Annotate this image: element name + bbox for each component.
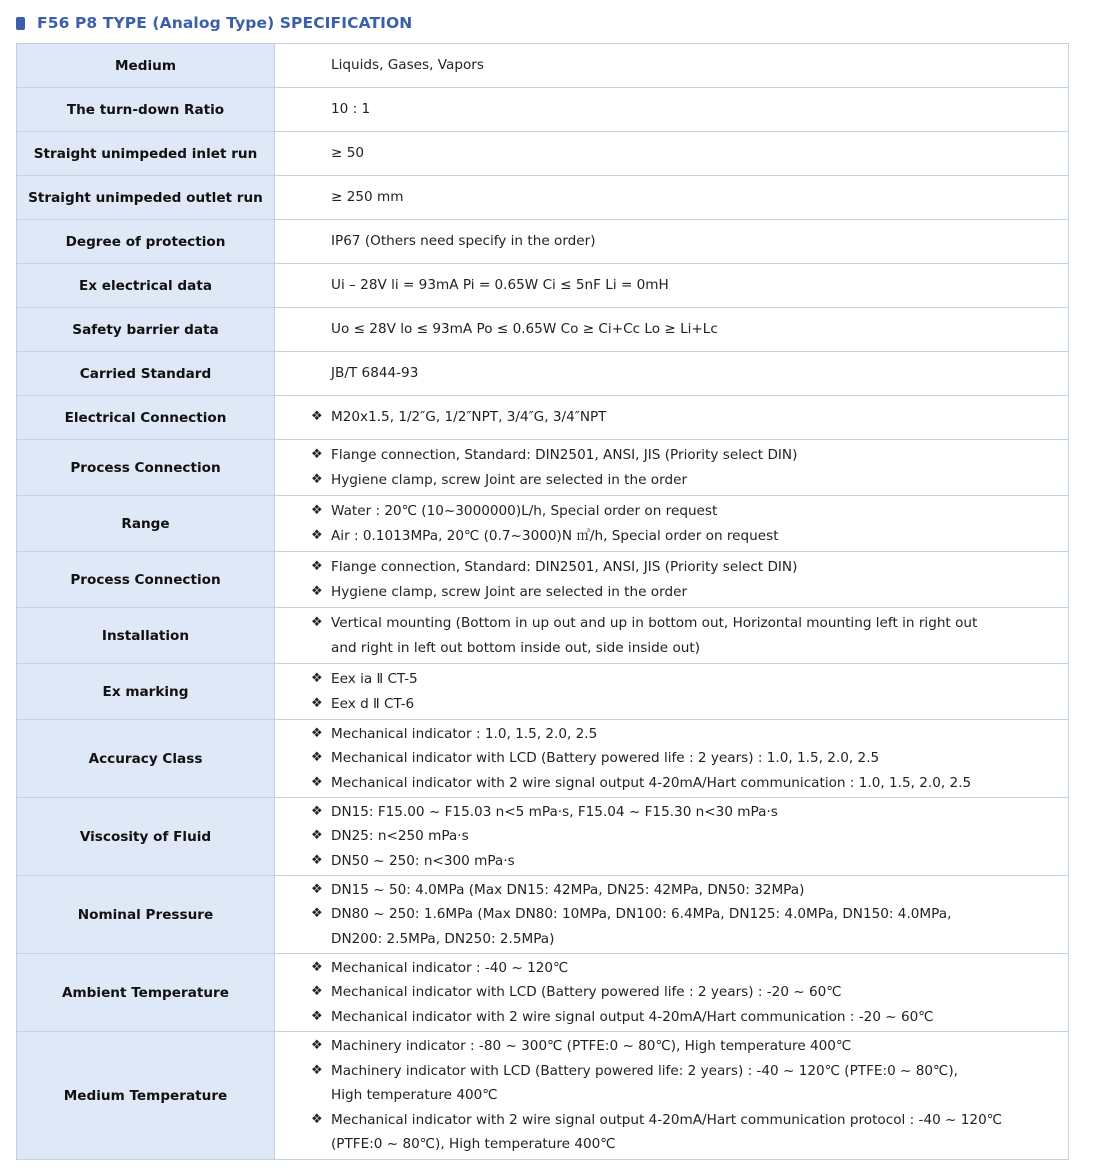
diamond-bullet-icon: ❖ [311,583,323,599]
spec-value-text: Machinery indicator with LCD (Battery powered life: 2 years) : -40 ~ 120℃ (PTFE:0 ~ 80℃), [331,1062,958,1079]
spec-label: Safety barrier data [17,308,275,352]
spec-value-line [311,800,1052,825]
spec-value-line [331,229,1052,254]
spec-value-text: DN15: F15.00 ~ F15.03 n<5 mPa·s, F15.04 ~ F15.30 n<30 mPa·s [331,803,778,820]
spec-row [17,496,1069,552]
spec-value-line [311,1005,1052,1030]
spec-value [275,44,1069,88]
diamond-bullet-icon: ❖ [311,750,323,766]
spec-value-text: IP67 (Others need specify in the order) [331,233,596,250]
spec-value-text: and right in left out bottom inside out, side inside out) [331,639,701,656]
spec-label: Medium Temperature [17,1032,275,1160]
spec-value-text: DN25: n<250 mPa·s [331,828,469,845]
spec-label: Electrical Connection [17,396,275,440]
spec-label: Installation [17,608,275,664]
spec-label: Range [17,496,275,552]
spec-row [17,264,1069,308]
spec-value-line [311,771,1052,796]
spec-row [17,352,1069,396]
spec-row [17,954,1069,1032]
spec-value [275,552,1069,608]
heading-marker-icon [16,17,25,30]
diamond-bullet-icon: ❖ [311,695,323,711]
diamond-bullet-icon: ❖ [311,984,323,1000]
spec-value [275,608,1069,664]
spec-row [17,308,1069,352]
diamond-bullet-icon: ❖ [311,1111,323,1127]
diamond-bullet-icon: ❖ [311,527,323,543]
spec-label: Ex marking [17,664,275,720]
spec-value [275,220,1069,264]
spec-value-text: Air : 0.1013MPa, 20℃ (0.7~3000)N ㎥/h, Special order on request [331,527,779,544]
spec-value-text: High temperature 400℃ [331,1087,498,1104]
spec-row [17,552,1069,608]
diamond-bullet-icon: ❖ [311,803,323,819]
spec-row [17,608,1069,664]
spec-value-text: DN200: 2.5MPa, DN250: 2.5MPa) [331,930,555,947]
spec-value-line [311,524,1052,549]
spec-value-line [331,185,1052,210]
spec-value-line [311,1059,1052,1084]
spec-value-line [331,141,1052,166]
spec-value-line [331,636,1052,661]
spec-value-line [311,980,1052,1005]
spec-table-body [17,44,1069,1160]
diamond-bullet-icon: ❖ [311,409,323,425]
spec-value-text: Mechanical indicator with 2 wire signal output 4-20mA/Hart communication : -20 ~ 60℃ [331,1008,934,1025]
spec-value-line [311,692,1052,717]
spec-value-text: Hygiene clamp, screw Joint are selected in the order [331,583,688,600]
spec-value-line [331,1083,1052,1108]
spec-value-line [311,1034,1052,1059]
spec-value-line [331,1132,1052,1157]
spec-row [17,440,1069,496]
spec-row [17,396,1069,440]
spec-label: The turn-down Ratio [17,88,275,132]
spec-value-text: Mechanical indicator : -40 ~ 120℃ [331,959,569,976]
diamond-bullet-icon: ❖ [311,881,323,897]
spec-value-text: Flange connection, Standard: DIN2501, ANSI, JIS (Priority select DIN) [331,559,798,575]
spec-value-text: Machinery indicator : -80 ~ 300℃ (PTFE:0 ~ 80℃), High temperature 400℃ [331,1038,852,1055]
spec-value [275,496,1069,552]
spec-value-text: Flange connection, Standard: DIN2501, ANSI, JIS (Priority select DIN) [331,447,798,463]
spec-value-text: ≥ 250 mm [331,189,404,206]
diamond-bullet-icon: ❖ [311,503,323,518]
spec-value [275,1032,1069,1160]
spec-value-text: Eex d Ⅱ CT-6 [331,695,415,712]
diamond-bullet-icon: ❖ [311,1008,323,1024]
spec-label: Process Connection [17,552,275,608]
diamond-bullet-icon: ❖ [311,559,323,574]
spec-value-line [331,97,1052,122]
spec-value-line [311,746,1052,771]
spec-value [275,664,1069,720]
spec-value-line [311,878,1052,903]
spec-value-line [331,273,1052,298]
spec-value-text: DN80 ~ 250: 1.6MPa (Max DN80: 10MPa, DN100: 6.4MPa, DN125: 4.0MPa, DN150: 4.0MPa, [331,906,952,923]
spec-value [275,132,1069,176]
spec-value-line [311,956,1052,981]
spec-value [275,88,1069,132]
spec-value-text: Mechanical indicator with LCD (Battery powered life : 2 years) : -20 ~ 60℃ [331,984,842,1001]
spec-value [275,264,1069,308]
spec-table [16,43,1069,1160]
spec-label: Accuracy Class [17,720,275,798]
spec-label: Nominal Pressure [17,876,275,954]
spec-value-line [331,361,1052,386]
diamond-bullet-icon: ❖ [311,725,323,741]
diamond-bullet-icon: ❖ [311,671,323,686]
spec-value-line [311,443,1052,468]
diamond-bullet-icon: ❖ [311,852,323,868]
spec-value [275,954,1069,1032]
spec-label: Degree of protection [17,220,275,264]
spec-row [17,88,1069,132]
spec-value-text: JB/T 6844-93 [331,365,419,382]
spec-label: Straight unimpeded inlet run [17,132,275,176]
spec-value-line [311,555,1052,580]
spec-row [17,220,1069,264]
spec-value-text: DN50 ~ 250: n<300 mPa·s [331,852,515,869]
spec-value-text: Mechanical indicator with LCD (Battery powered life : 2 years) : 1.0, 1.5, 2.0, 2.5 [331,750,880,767]
spec-value-line [311,405,1052,430]
spec-label: Viscosity of Fluid [17,798,275,876]
spec-value-line [331,53,1052,78]
spec-value-line [311,611,1052,636]
spec-value-line [331,927,1052,952]
spec-value-line [311,722,1052,747]
spec-row [17,664,1069,720]
spec-value-text: (PTFE:0 ~ 80℃), High temperature 400℃ [331,1136,616,1153]
spec-row [17,720,1069,798]
spec-value [275,440,1069,496]
diamond-bullet-icon: ❖ [311,447,323,462]
spec-row [17,1032,1069,1160]
spec-label: Carried Standard [17,352,275,396]
spec-value [275,720,1069,798]
diamond-bullet-icon: ❖ [311,615,323,630]
spec-value [275,352,1069,396]
spec-value-text: Eex ia Ⅱ CT-5 [331,671,418,687]
spec-value-line [311,580,1052,605]
spec-value-text: Vertical mounting (Bottom in up out and up in bottom out, Horizontal mounting left in right out [331,615,978,631]
spec-title: F56 P8 TYPE (Analog Type) SPECIFICATION [37,14,413,32]
spec-label: Medium [17,44,275,88]
spec-value-text: Mechanical indicator with 2 wire signal output 4-20mA/Hart communication protocol : -40 ~ 120℃ [331,1111,1002,1128]
spec-value-line [311,849,1052,874]
spec-value-text: Mechanical indicator with 2 wire signal output 4-20mA/Hart communication : 1.0, 1.5, 2.0, 2.5 [331,774,972,791]
spec-value-text: Water : 20℃ (10~3000000)L/h, Special order on request [331,503,718,519]
spec-value-line [331,317,1052,342]
diamond-bullet-icon: ❖ [311,959,323,975]
spec-value-line [311,468,1052,493]
spec-value-text: DN15 ~ 50: 4.0MPa (Max DN15: 42MPa, DN25: 42MPa, DN50: 32MPa) [331,881,805,898]
spec-label: Process Connection [17,440,275,496]
spec-value-text: Ui – 28V li = 93mA Pi = 0.65W Ci ≤ 5nF Li = 0mH [331,277,669,294]
spec-row [17,44,1069,88]
spec-value-line [311,499,1052,524]
spec-row [17,176,1069,220]
spec-label: Ex electrical data [17,264,275,308]
spec-value-text: ≥ 50 [331,145,365,162]
spec-value-text: Uo ≤ 28V lo ≤ 93mA Po ≤ 0.65W Co ≥ Ci+Cc Lo ≥ Li+Lc [331,321,718,338]
spec-label: Ambient Temperature [17,954,275,1032]
spec-row [17,876,1069,954]
spec-row [17,132,1069,176]
spec-value [275,176,1069,220]
spec-value-text: Mechanical indicator : 1.0, 1.5, 2.0, 2.5 [331,725,598,742]
diamond-bullet-icon: ❖ [311,1062,323,1078]
spec-heading [16,12,412,34]
spec-value-line [311,1108,1052,1133]
spec-value-line [311,824,1052,849]
diamond-bullet-icon: ❖ [311,1038,323,1054]
diamond-bullet-icon: ❖ [311,906,323,922]
spec-value [275,308,1069,352]
spec-label: Straight unimpeded outlet run [17,176,275,220]
spec-value [275,396,1069,440]
spec-value-text: Hygiene clamp, screw Joint are selected in the order [331,471,688,488]
spec-value [275,798,1069,876]
spec-row [17,798,1069,876]
spec-value-line [311,902,1052,927]
spec-value-text: 10 : 1 [331,101,371,118]
spec-value-text: M20x1.5, 1/2″G, 1/2″NPT, 3/4″G, 3/4″NPT [331,409,607,426]
spec-value-line [311,667,1052,692]
spec-value [275,876,1069,954]
spec-value-text: Liquids, Gases, Vapors [331,57,484,74]
diamond-bullet-icon: ❖ [311,471,323,487]
diamond-bullet-icon: ❖ [311,828,323,844]
diamond-bullet-icon: ❖ [311,774,323,790]
